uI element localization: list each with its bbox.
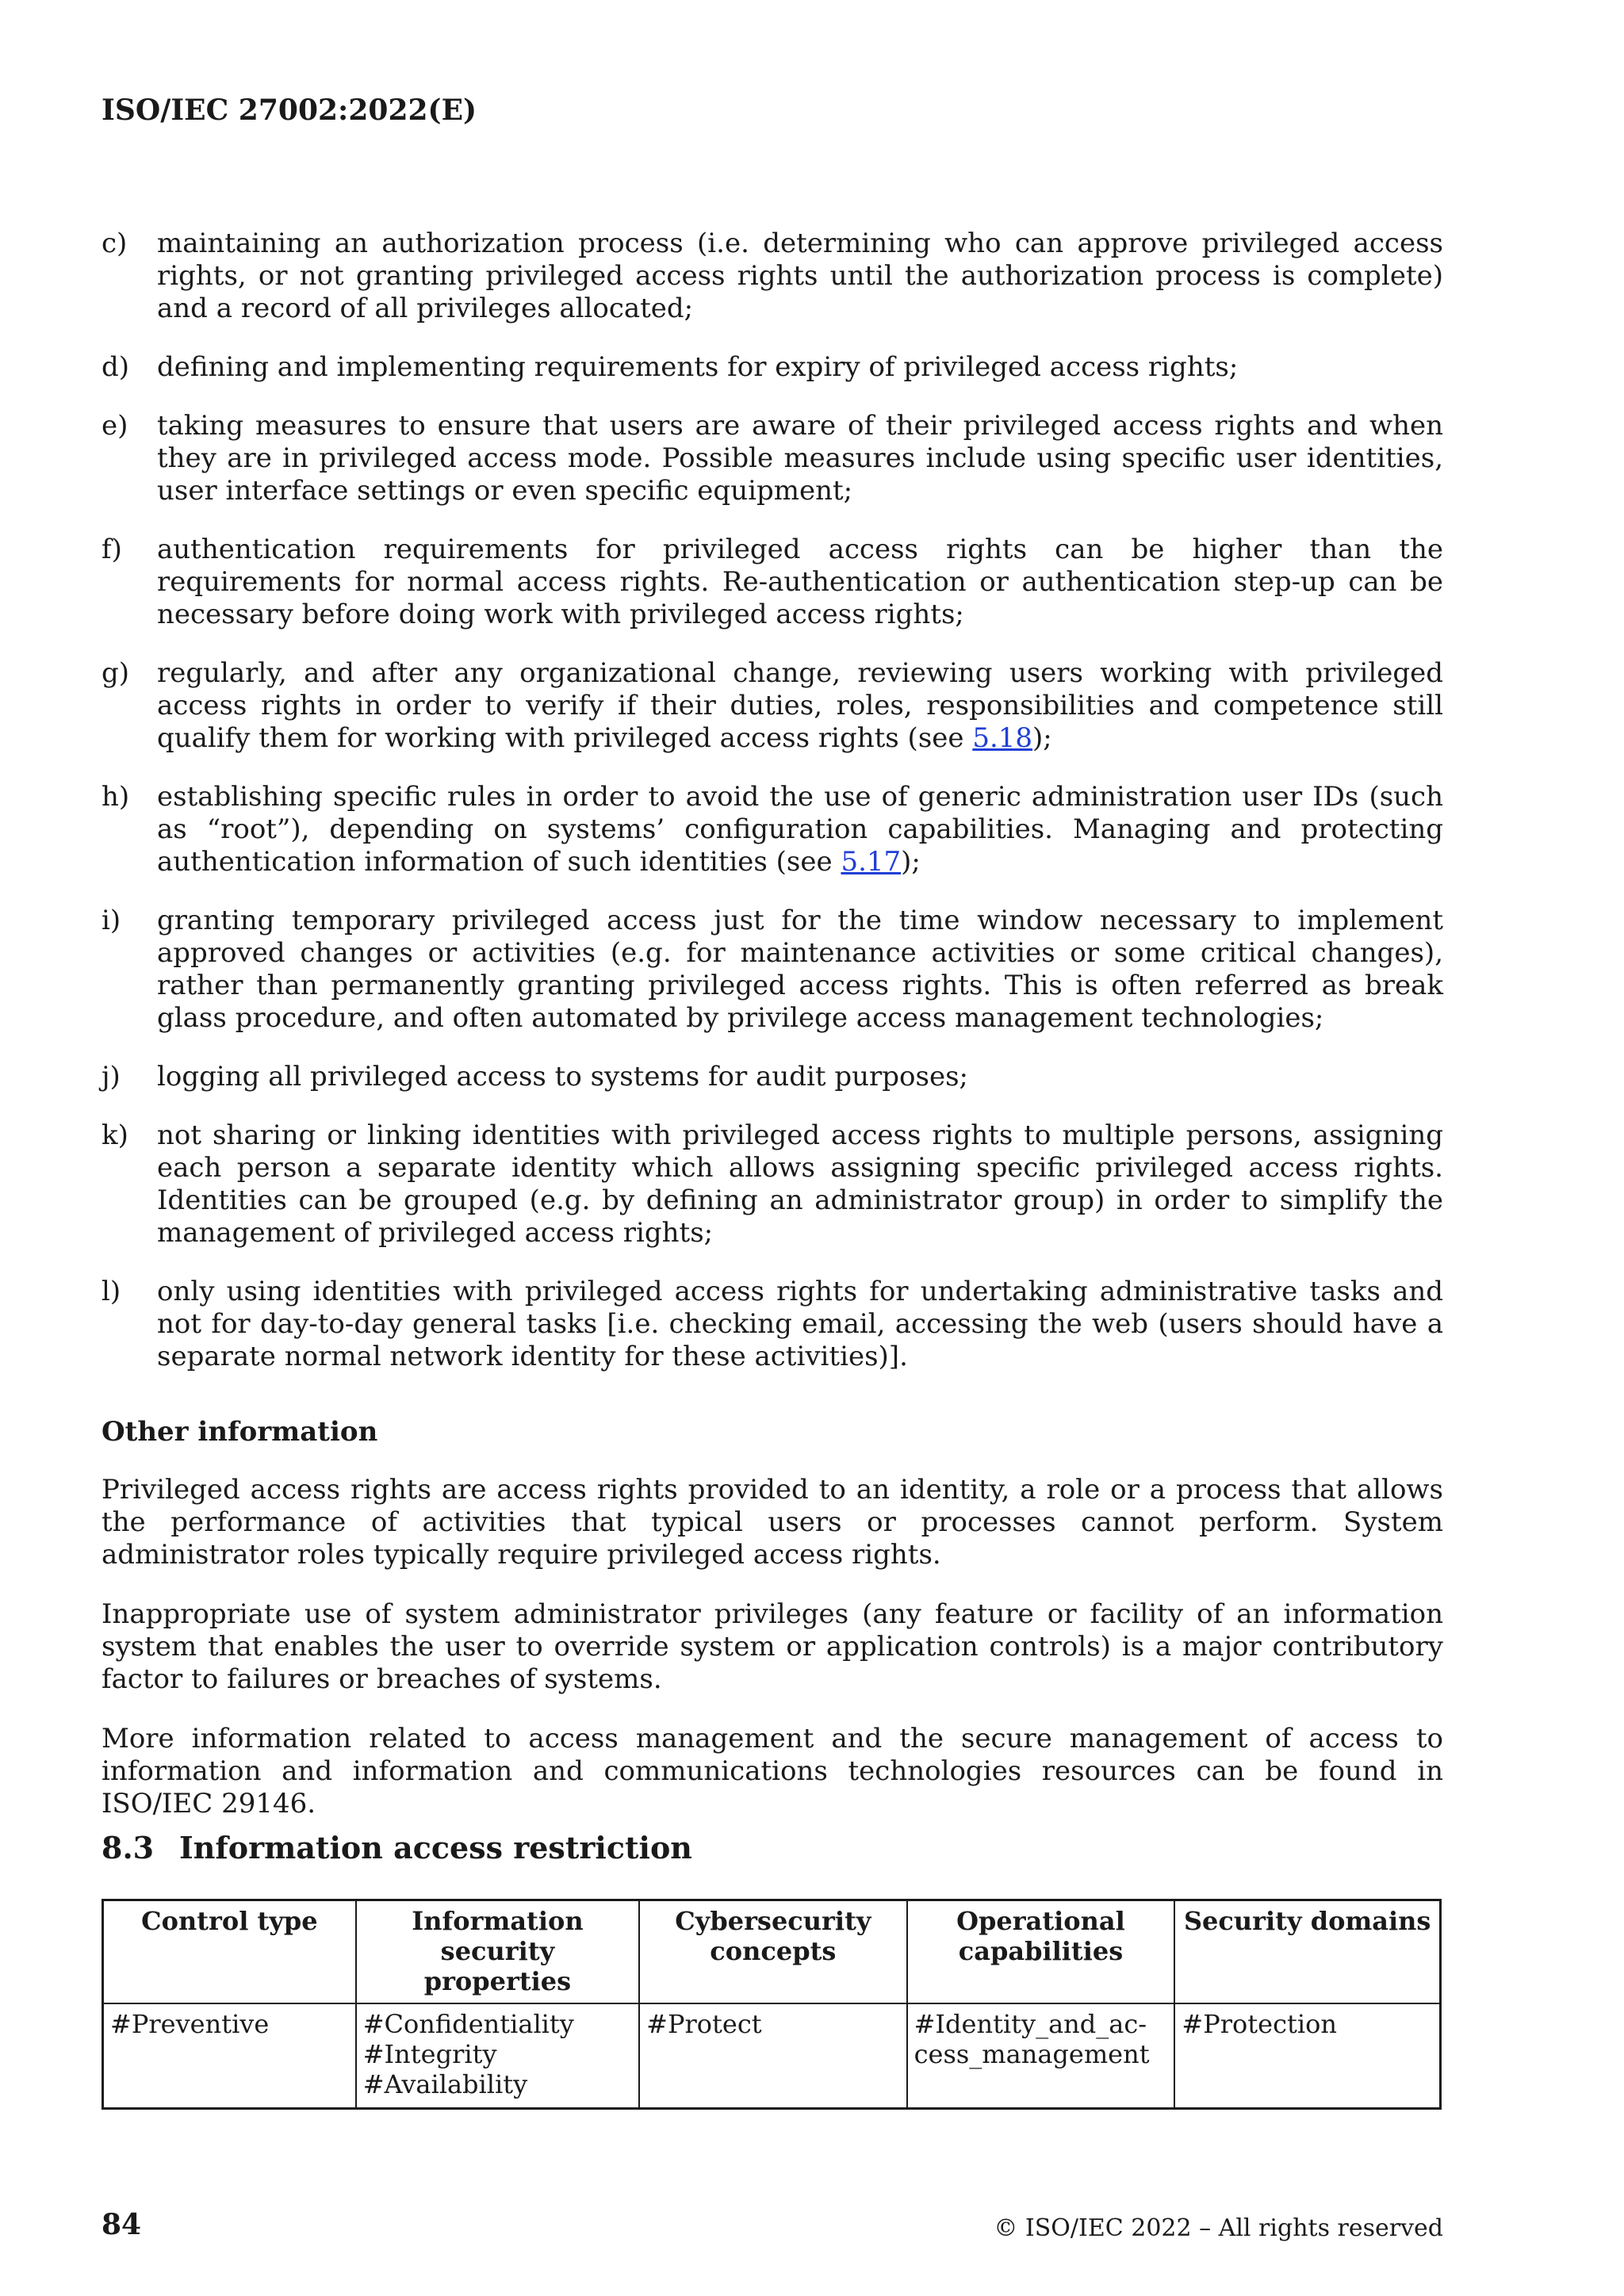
list-item-text: granting temporary privileged access just for the time window necessary to implement approved changes or activities (e.g. for maintenance activities or some critical changes), rather than permanently granting privileged access rights. This is often referred as break glass procedure, and often automated by privilege access management technologies; <box>157 905 1443 1034</box>
list-item-text <box>157 781 1443 878</box>
list-marker: f) <box>102 534 122 565</box>
other-information-paragraph: More information related to access management and the secure management of access to information and information and communications technologies resources can be found in ISO/IEC 29146. <box>102 1723 1443 1820</box>
list-item <box>102 534 1443 631</box>
list-marker: i) <box>102 905 121 936</box>
list-item-text <box>157 657 1443 755</box>
list-marker: e) <box>102 410 128 442</box>
list-item <box>102 781 1443 878</box>
list-item <box>102 1061 1443 1093</box>
list-item-text-part: ); <box>901 846 921 878</box>
list-item <box>102 1276 1443 1373</box>
column-header: Cybersecurity concepts <box>639 1900 906 2004</box>
list-marker: j) <box>102 1061 121 1093</box>
cell-value: #Identity_and_ac- <box>914 2009 1147 2039</box>
list-item-text: defining and implementing requirements for expiry of privileged access rights; <box>157 351 1239 383</box>
column-header: Information security properties <box>356 1900 639 2004</box>
cell-value: #Preventive <box>110 2009 270 2039</box>
copyright-notice: © ISO/IEC 2022 – All rights reserved <box>994 2214 1443 2242</box>
list-item-text-part: establishing specific rules in order to avoid the use of generic administration user IDs (such as “root”), depending on systems’ configuration capabilities. Managing and protecting authentication information of such identities (see <box>157 781 1443 878</box>
page-number: 84 <box>102 2208 142 2241</box>
list-marker: k) <box>102 1119 128 1151</box>
clause-link-5-18[interactable]: 5.18 <box>972 722 1033 754</box>
column-header: Operational capabilities <box>907 1900 1175 2004</box>
table-cell-control-type <box>103 2003 356 2109</box>
list-item-text: only using identities with privileged access rights for undertaking administrative tasks and not for day-to-day general tasks [i.e. checking email, accessing the web (users should have a separate normal network identity for these activities)]. <box>157 1276 1443 1372</box>
table-cell-operational-capabilities <box>907 2003 1175 2109</box>
list-item-text: logging all privileged access to systems for audit purposes; <box>157 1061 968 1093</box>
table-cell-security-domains <box>1174 2003 1440 2109</box>
attributes-table <box>102 1899 1442 2110</box>
table-cell-security-properties <box>356 2003 639 2109</box>
section-title: Information access restriction <box>179 1830 692 1866</box>
list-item-text-part: regularly, and after any organizational change, reviewing users working with privileged access rights in order to verify if their duties, roles, responsibilities and competence still qualify them for working with privileged access rights (see <box>157 657 1443 754</box>
list-item <box>102 1119 1443 1249</box>
clause-link-5-17[interactable]: 5.17 <box>841 846 902 878</box>
cell-value: cess_management <box>914 2039 1150 2069</box>
table-row <box>103 2003 1441 2109</box>
table-header-row <box>103 1900 1441 2004</box>
list-item <box>102 410 1443 507</box>
column-header: Control type <box>103 1900 356 2004</box>
list-item-text-part: ); <box>1032 722 1052 754</box>
list-marker: c) <box>102 228 128 259</box>
other-information-paragraph: Inappropriate use of system administrator privileges (any feature or facility of an information system that enables the user to override system or application controls) is a major contributory factor to failures or breaches of systems. <box>102 1598 1443 1695</box>
list-item <box>102 905 1443 1035</box>
list-marker: h) <box>102 781 130 813</box>
list-item <box>102 657 1443 755</box>
column-header: Security domains <box>1174 1900 1440 2004</box>
list-item-text: not sharing or linking identities with privileged access rights to multiple persons, assigning each person a separate identity which allows assigning specific privileged access rights. Identities can be grouped (e.g. by defining an administrator group) in order to simplify the management of privileged access rights; <box>157 1119 1443 1249</box>
other-information-paragraph: Privileged access rights are access rights provided to an identity, a role or a process that allows the performance of activities that typical users or processes cannot perform. System administrator roles typically require privileged access rights. <box>102 1474 1443 1571</box>
cell-value: #Protection <box>1182 2009 1337 2039</box>
table-cell-cybersecurity-concepts <box>639 2003 906 2109</box>
list-item-text: taking measures to ensure that users are aware of their privileged access rights and when they are in privileged access mode. Possible measures include using specific user identities, user interface settings or even specific equipment; <box>157 410 1443 507</box>
section-heading <box>102 1830 692 1866</box>
cell-value: #Integrity <box>362 2039 497 2069</box>
cell-value: #Availability <box>362 2069 528 2099</box>
list-item <box>102 228 1443 325</box>
cell-value: #Confidentiality <box>362 2009 574 2039</box>
requirements-list <box>102 228 1443 1399</box>
list-marker: l) <box>102 1276 121 1307</box>
list-marker: g) <box>102 657 130 689</box>
list-item <box>102 351 1443 384</box>
document-id-header: ISO/IEC 27002:2022(E) <box>102 94 477 127</box>
section-number: 8.3 <box>102 1830 155 1866</box>
list-item-text: maintaining an authorization process (i.e. determining who can approve privileged access rights, or not granting privileged access rights until the authorization process is complete) and a record of all privileges allocated; <box>157 228 1443 324</box>
other-information-heading: Other information <box>102 1416 378 1448</box>
list-item-text: authentication requirements for privileged access rights can be higher than the requirements for normal access rights. Re-authentication or authentication step-up can be necessary before doing work with privileged access rights; <box>157 534 1443 630</box>
list-marker: d) <box>102 351 130 383</box>
cell-value: #Protect <box>646 2009 762 2039</box>
